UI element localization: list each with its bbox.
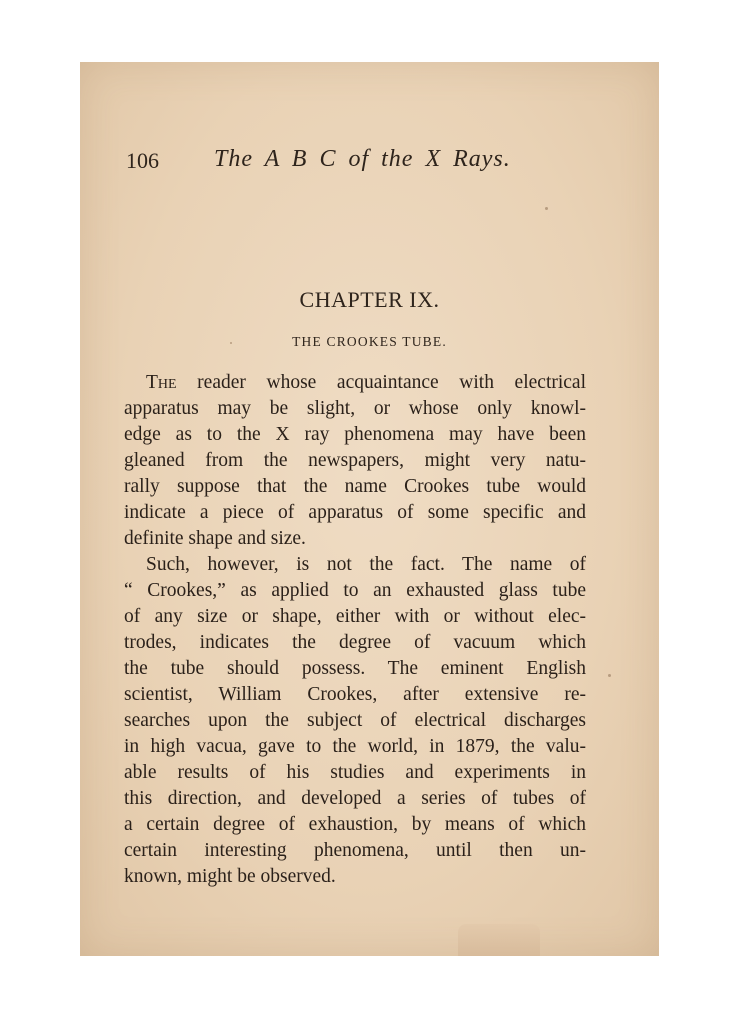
chapter-subtitle: THE CROOKES TUBE. bbox=[292, 334, 447, 349]
text-line: of any size or shape, either with or without elec- bbox=[124, 606, 586, 627]
text-line: Such, however, is not the fact. The name of bbox=[146, 554, 586, 575]
text-line: in high vacua, gave to the world, in 1879, the valu- bbox=[124, 736, 586, 757]
text-line: able results of his studies and experiments in bbox=[124, 762, 586, 783]
paper-speck bbox=[545, 207, 548, 210]
text-line: the tube should possess. The eminent English bbox=[124, 658, 586, 679]
text-line: this direction, and developed a series of tubes of bbox=[124, 788, 586, 809]
text-line: rally suppose that the name Crookes tube would bbox=[124, 476, 586, 497]
text-line: certain interesting phenomena, until then un- bbox=[124, 840, 586, 861]
text-line: The reader whose acquaintance with electrical bbox=[146, 372, 586, 393]
text-line: “ Crookes,” as applied to an exhausted glass tube bbox=[124, 580, 586, 601]
text-line: scientist, William Crookes, after extensive re- bbox=[124, 684, 586, 705]
text-line: trodes, indicates the degree of vacuum which bbox=[124, 632, 586, 653]
text-line: definite shape and size. bbox=[124, 528, 306, 549]
paper-speck bbox=[230, 342, 232, 344]
text-line: apparatus may be slight, or whose only knowl- bbox=[124, 398, 586, 419]
text-line: searches upon the subject of electrical discharges bbox=[124, 710, 586, 731]
book-page bbox=[80, 62, 659, 956]
paper-speck bbox=[608, 674, 611, 677]
text-line: a certain degree of exhaustion, by means of which bbox=[124, 814, 586, 835]
paragraph-1 bbox=[124, 370, 586, 552]
text-line: edge as to the X ray phenomena may have been bbox=[124, 424, 586, 445]
paragraph-2 bbox=[124, 552, 586, 890]
page-number: 106 bbox=[126, 148, 159, 173]
book-title: The A B C of the X Rays. bbox=[214, 146, 511, 172]
text-line: indicate a piece of apparatus of some specific and bbox=[124, 502, 586, 523]
page-tab-shadow bbox=[458, 924, 540, 956]
chapter-title: CHAPTER IX. bbox=[299, 287, 440, 312]
first-word: The bbox=[146, 372, 177, 393]
body-text bbox=[124, 370, 586, 890]
text-line: gleaned from the newspapers, might very natu- bbox=[124, 450, 586, 471]
text-line: known, might be observed. bbox=[124, 866, 336, 887]
running-head bbox=[126, 148, 546, 178]
